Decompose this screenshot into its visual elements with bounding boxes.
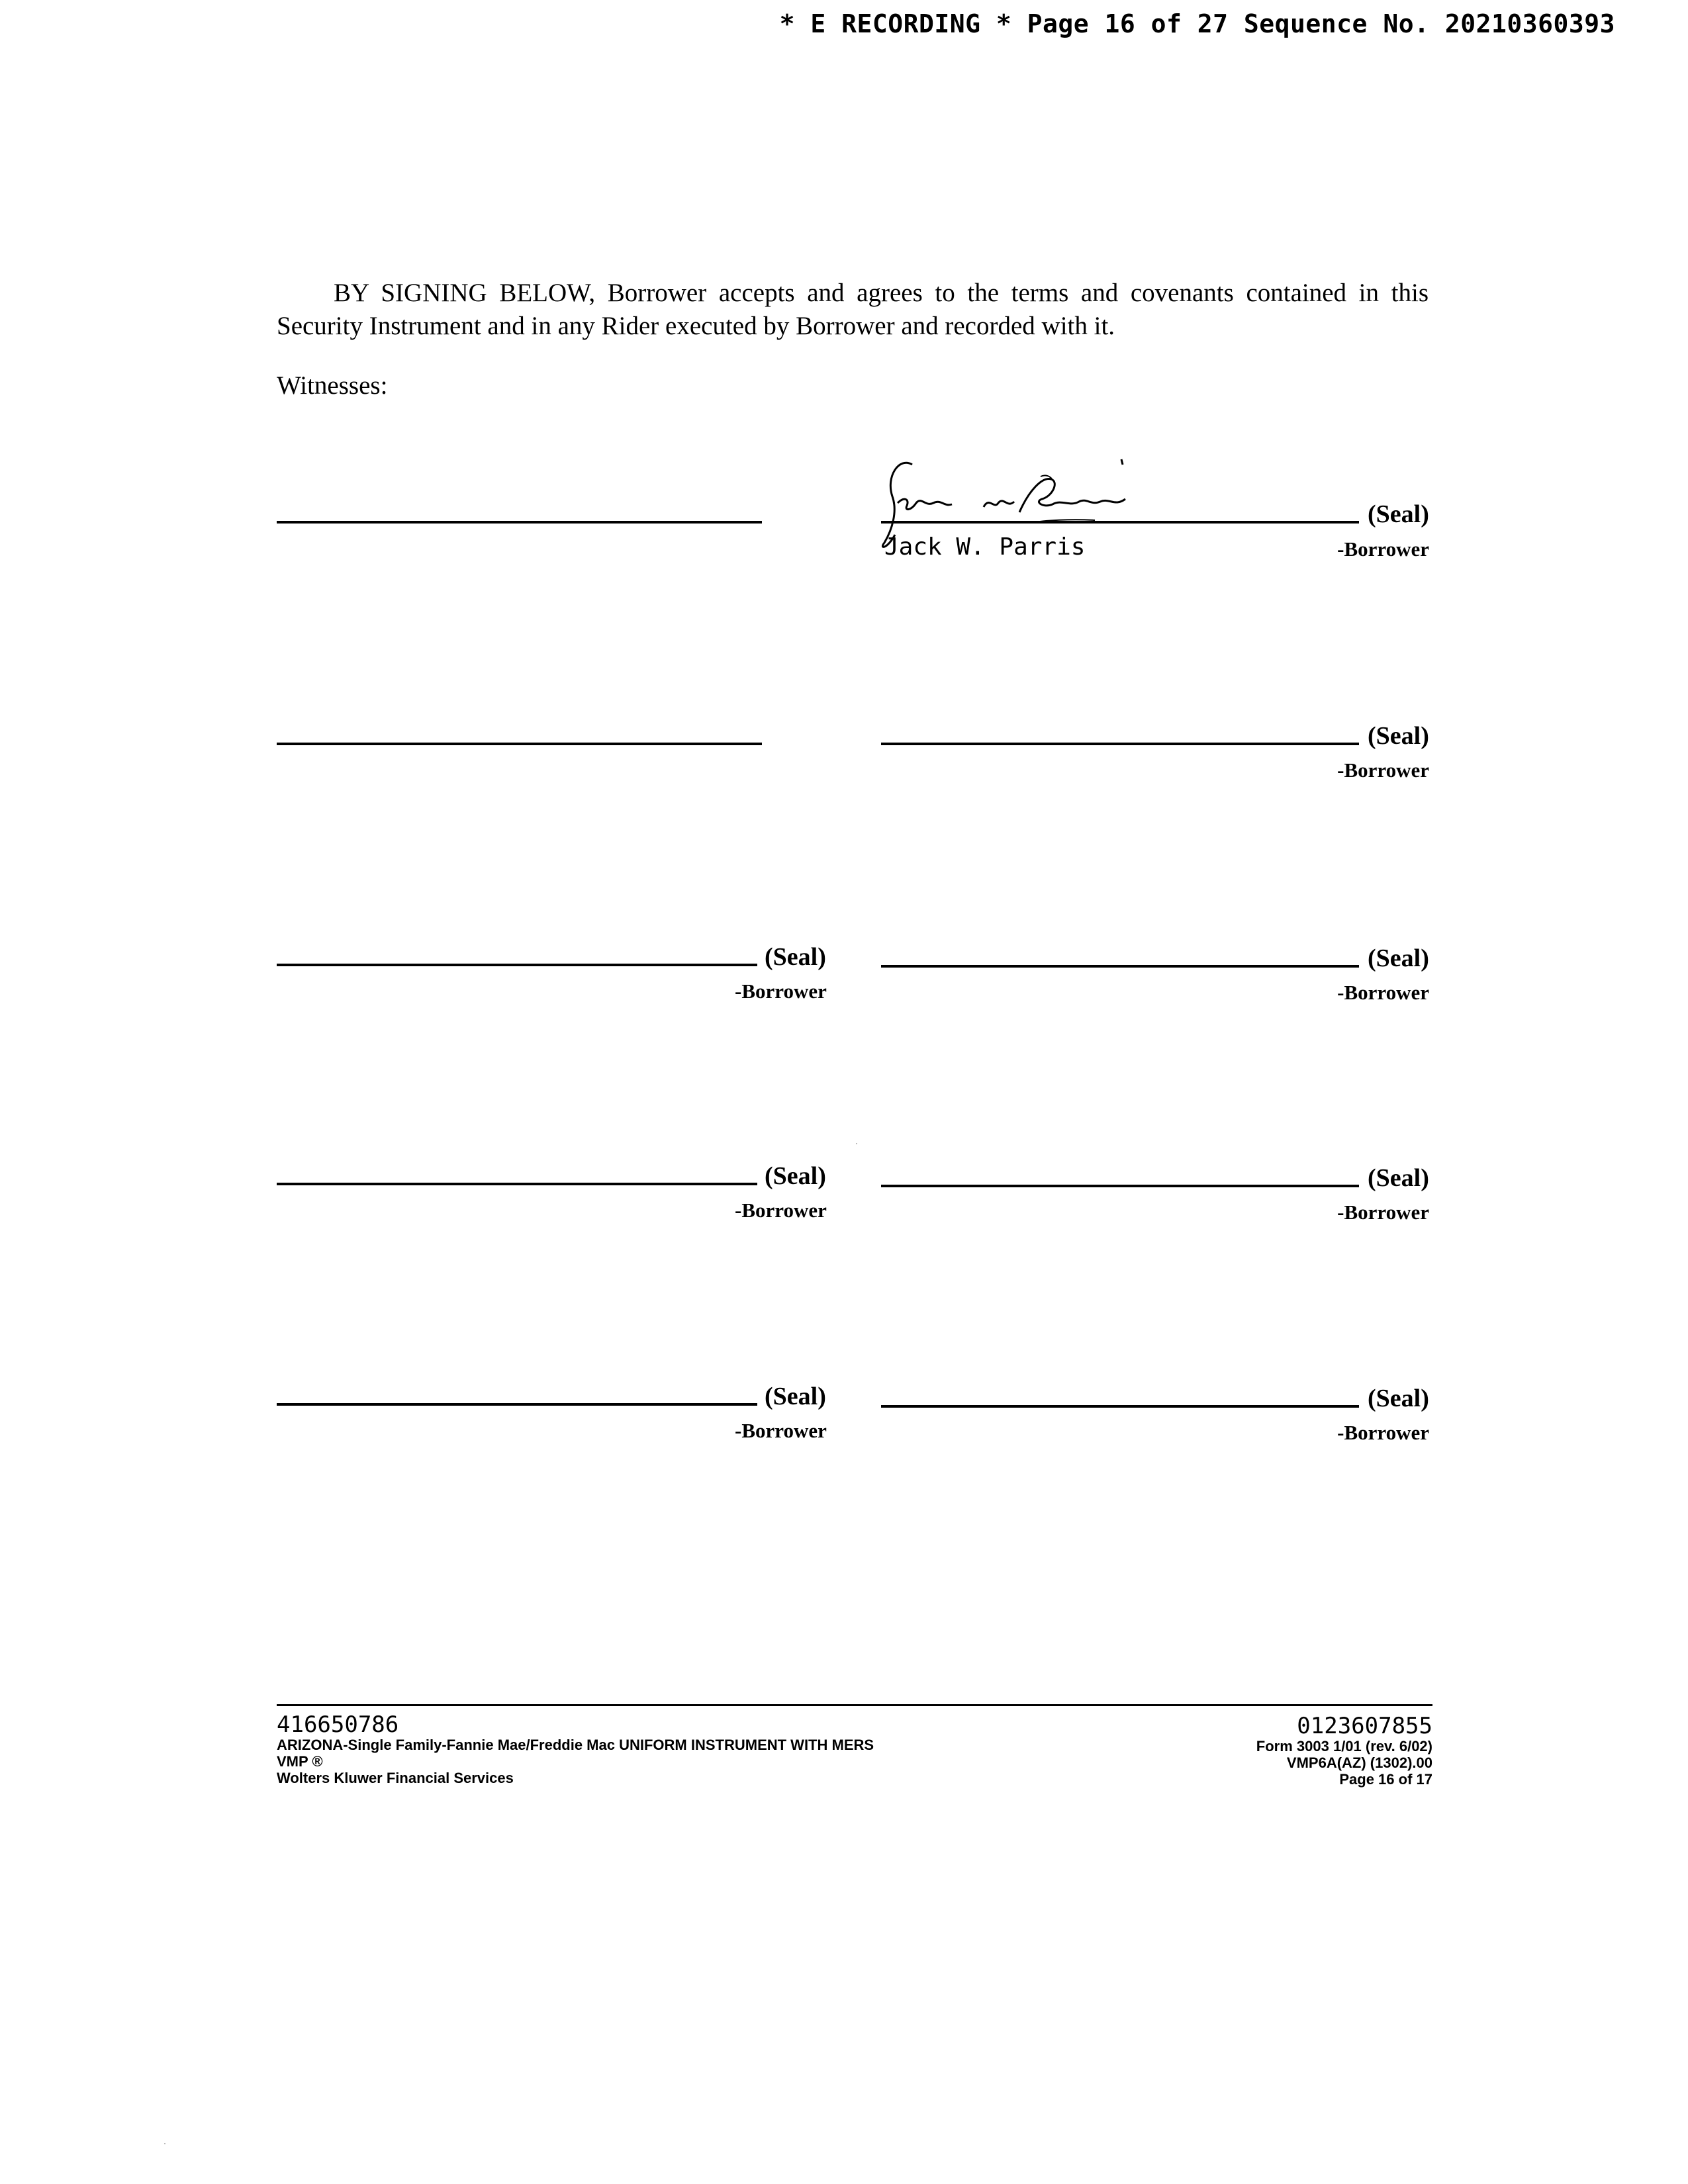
borrower-typed-name: Jack W. Parris	[884, 533, 1086, 561]
recording-header: * E RECORDING * Page 16 of 27 Sequence No. 20210360393	[779, 9, 1615, 38]
footer-left	[277, 1713, 874, 1786]
footer-right	[1256, 1714, 1432, 1788]
borrower-signature-line-3[interactable]	[277, 964, 757, 966]
borrower-label: -Borrower	[1337, 758, 1429, 782]
borrower-signature-line-5[interactable]	[277, 1183, 757, 1185]
footer-vmp: VMP ®	[277, 1753, 323, 1770]
borrower-signature-line-2[interactable]	[881, 743, 1359, 745]
footer-loan-number-left: 416650786	[277, 1711, 399, 1738]
borrower-label: -Borrower	[1337, 1421, 1429, 1444]
borrower-signature-line-6[interactable]	[881, 1185, 1359, 1187]
borrower-label: -Borrower	[1337, 1201, 1429, 1224]
footer-publisher: Wolters Kluwer Financial Services	[277, 1770, 514, 1786]
scan-speck	[164, 2143, 165, 2144]
seal-label: (Seal)	[1368, 1385, 1429, 1412]
seal-label: (Seal)	[765, 943, 826, 971]
borrower-signature-line-8[interactable]	[881, 1405, 1359, 1408]
signing-statement-lead: BY SIGNING BELOW,	[334, 279, 596, 307]
borrower-label: -Borrower	[735, 1419, 827, 1442]
footer-form-number: Form 3003 1/01 (rev. 6/02)	[1256, 1738, 1432, 1754]
signing-statement-text: Borrower accepts and agrees to the terms and covenants contained in this Security Instrument and in any Rider executed by Borrower and recorded with it.	[277, 279, 1429, 340]
seal-label: (Seal)	[765, 1162, 826, 1190]
footer-form-title: ARIZONA-Single Family-Fannie Mae/Freddie Mac UNIFORM INSTRUMENT WITH MERS	[277, 1737, 874, 1753]
scan-speck	[856, 1143, 857, 1144]
footer-vmp-code: VMP6A(AZ) (1302).00	[1286, 1754, 1432, 1771]
witness-signature-line-1[interactable]	[277, 521, 762, 523]
witnesses-label: Witnesses:	[277, 371, 388, 400]
borrower-label: -Borrower	[1337, 537, 1429, 561]
seal-label: (Seal)	[1368, 1164, 1429, 1192]
footer-loan-number-right: 0123607855	[1297, 1713, 1432, 1739]
footer-page-number: Page 16 of 17	[1339, 1771, 1432, 1788]
borrower-signature-line-4[interactable]	[881, 965, 1359, 968]
seal-label: (Seal)	[1368, 944, 1429, 972]
borrower-signature-line-1[interactable]	[881, 521, 1359, 523]
witness-signature-line-2[interactable]	[277, 743, 762, 745]
borrower-label: -Borrower	[735, 979, 827, 1003]
footer-rule	[277, 1704, 1432, 1706]
borrower-label: -Borrower	[1337, 981, 1429, 1004]
seal-label: (Seal)	[1368, 500, 1429, 528]
seal-label: (Seal)	[1368, 722, 1429, 750]
borrower-signature-line-7[interactable]	[277, 1403, 757, 1406]
signing-statement	[277, 277, 1429, 343]
borrower-label: -Borrower	[735, 1199, 827, 1222]
seal-label: (Seal)	[765, 1383, 826, 1410]
